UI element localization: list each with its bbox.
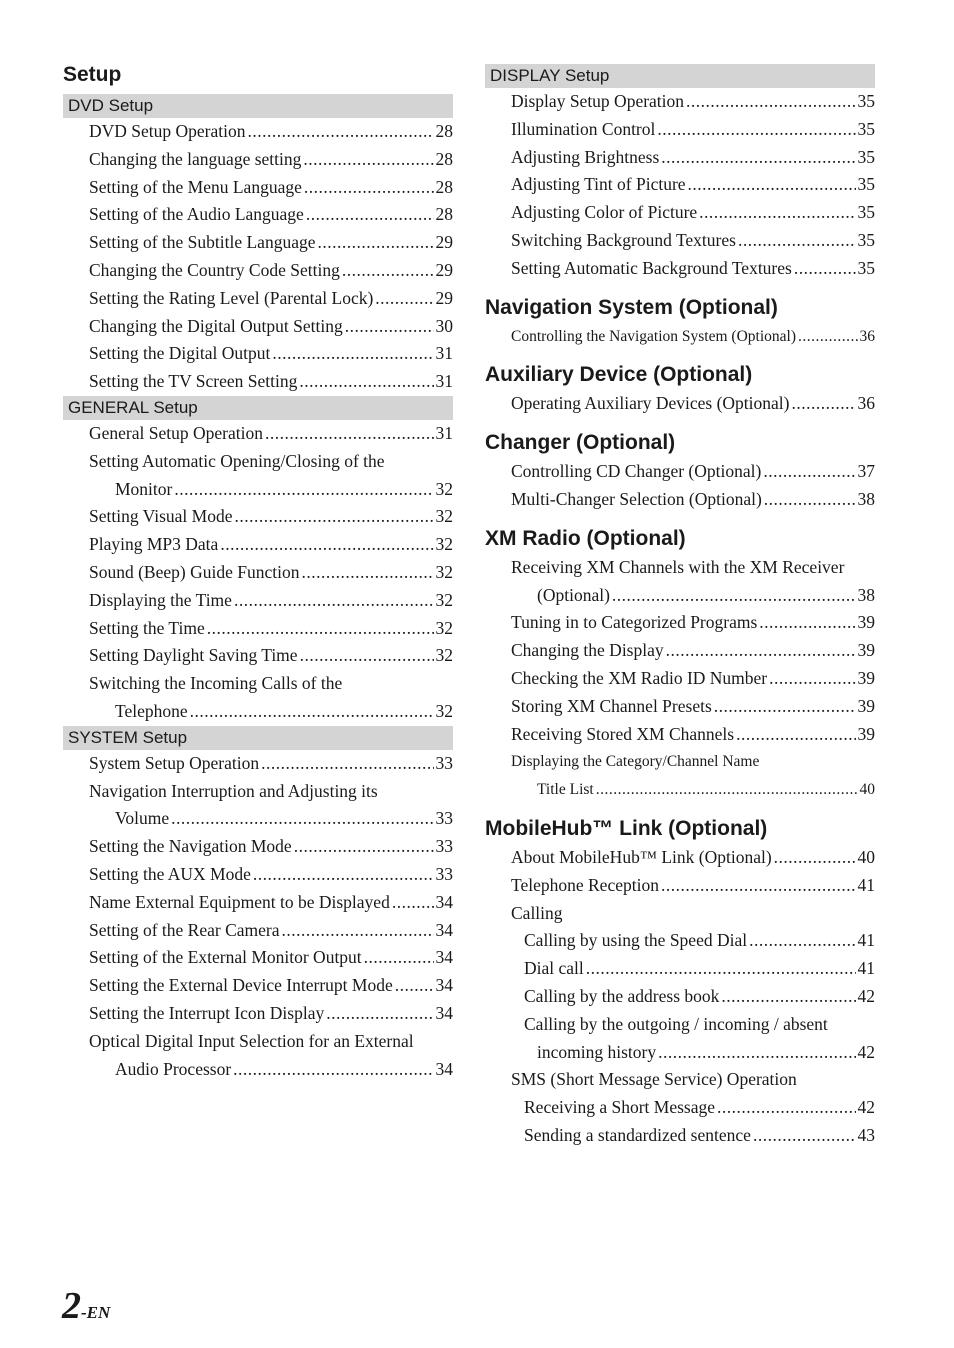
toc-entry-page: 35 <box>857 174 875 195</box>
dot-leader <box>345 313 434 341</box>
toc-entry-label: Title List <box>537 781 594 799</box>
section-navigation-system-optional <box>485 295 875 351</box>
toc-entry-page: 31 <box>435 422 453 443</box>
dot-leader <box>174 476 433 504</box>
toc-entry-page: 34 <box>435 1058 453 1079</box>
toc-entry-label: SMS (Short Message Service) Operation <box>511 1069 797 1090</box>
toc-entry-page: 29 <box>435 259 453 280</box>
toc-entry-page: 33 <box>435 836 453 857</box>
toc-entry[interactable] <box>485 1094 875 1122</box>
toc-entry-page: 40 <box>857 846 875 867</box>
toc-entry-label: Changing the Digital Output Setting <box>89 315 343 336</box>
dot-leader <box>248 118 434 146</box>
toc-entry-label: Setting of the Audio Language <box>89 204 304 225</box>
dot-leader <box>234 587 434 615</box>
dot-leader <box>688 171 856 199</box>
toc-entry-page: 30 <box>435 315 453 336</box>
toc-entry-label: Calling by the address book <box>524 985 720 1006</box>
toc-entry-label: Receiving XM Channels with the XM Receiver <box>511 556 845 577</box>
toc-entry-page: 42 <box>857 1041 875 1062</box>
toc-entry[interactable] <box>63 805 453 833</box>
optional-sections <box>485 295 875 1150</box>
toc-entry[interactable] <box>63 503 453 531</box>
dot-leader <box>596 776 858 804</box>
toc-entry[interactable] <box>63 972 453 1000</box>
toc-entry-label: Setting the Navigation Mode <box>89 836 292 857</box>
dot-leader <box>375 285 433 313</box>
toc-entry-page: 35 <box>857 91 875 111</box>
toc-entry-label: Setting of the Subtitle Language <box>89 232 316 253</box>
dot-leader <box>303 146 433 174</box>
toc-entry-label: Setting the TV Screen Setting <box>89 371 298 392</box>
toc-entry-label: Playing MP3 Data <box>89 534 219 555</box>
toc-entry-label: Setting Automatic Background Textures <box>511 257 792 278</box>
toc-entry-label: DVD Setup Operation <box>89 121 246 141</box>
toc-entry-page: 42 <box>857 1097 875 1118</box>
toc-entry-page: 32 <box>435 534 453 555</box>
dot-leader <box>207 615 434 643</box>
toc-entry-page: 33 <box>435 808 453 829</box>
toc-entry-label: Setting the AUX Mode <box>89 863 251 884</box>
toc-entry-label: Adjusting Tint of Picture <box>511 174 686 195</box>
toc-entry-page: 32 <box>435 645 453 666</box>
toc-entry-page: 42 <box>857 985 875 1006</box>
toc-entry-label: Adjusting Brightness <box>511 146 660 167</box>
toc-entry[interactable] <box>63 476 453 504</box>
toc-entry[interactable] <box>63 778 453 806</box>
toc-entry[interactable] <box>485 486 875 514</box>
dot-leader <box>272 340 433 368</box>
toc-entry[interactable] <box>63 285 453 313</box>
toc-entry-label: Operating Auxiliary Devices (Optional) <box>511 393 790 414</box>
toc-entry-page: 29 <box>435 287 453 308</box>
toc-entry-label: Receiving a Short Message <box>524 1097 715 1118</box>
toc-entry-label: Controlling CD Changer (Optional) <box>511 461 762 482</box>
dot-leader <box>661 144 855 172</box>
dot-leader <box>794 255 856 283</box>
toc-entry-label: Changing the Display <box>511 640 664 661</box>
toc-entry-label: Sound (Beep) Guide Function <box>89 561 300 582</box>
toc-entry[interactable] <box>485 458 875 486</box>
toc-entry[interactable] <box>63 944 453 972</box>
toc-entry[interactable] <box>63 1056 453 1084</box>
toc-entry-page: 38 <box>857 488 875 509</box>
toc-entry[interactable] <box>63 750 453 778</box>
toc-entry[interactable] <box>485 900 875 928</box>
toc-entry-label: Setting the Interrupt Icon Display <box>89 1002 325 1023</box>
subsection-header-dvd-setup: DVD Setup <box>63 94 453 118</box>
toc-entry-page: 28 <box>435 176 453 197</box>
toc-entry[interactable] <box>485 554 875 582</box>
toc-entry[interactable] <box>63 670 453 698</box>
toc-entry-page: 32 <box>435 561 453 582</box>
toc-entry[interactable] <box>485 171 875 199</box>
toc-entry-label: Calling <box>511 902 563 923</box>
toc-entry-page: 41 <box>857 958 875 979</box>
section-title: XM Radio (Optional) <box>485 526 686 550</box>
setup-group-dvd-setup <box>63 94 453 396</box>
toc-entry-page: 32 <box>435 617 453 638</box>
dot-leader <box>753 1122 856 1150</box>
toc-entry[interactable] <box>63 1000 453 1028</box>
dot-leader <box>749 927 855 955</box>
toc-entry-page: 43 <box>857 1124 875 1145</box>
toc-entry-page: 34 <box>435 891 453 912</box>
subsection-header-display-setup: DISPLAY Setup <box>485 64 875 88</box>
page-language-suffix: -EN <box>81 1303 111 1322</box>
toc-entry-page: 35 <box>857 202 875 223</box>
toc-entry[interactable] <box>485 144 875 172</box>
toc-entry[interactable] <box>63 146 453 174</box>
toc-entry-page: 34 <box>435 975 453 996</box>
toc-entry[interactable] <box>63 642 453 670</box>
toc-entry-page: 35 <box>857 146 875 167</box>
toc-entry-label: Illumination Control <box>511 118 656 139</box>
toc-entry-page: 35 <box>857 118 875 139</box>
page-number: 2 <box>62 1285 81 1327</box>
toc-entry[interactable] <box>485 199 875 227</box>
toc-entry-label: Setting of the Rear Camera <box>89 919 280 940</box>
toc-entry-page: 31 <box>435 343 453 364</box>
toc-entry-page: 35 <box>857 257 875 278</box>
dot-leader <box>395 972 434 1000</box>
dot-leader <box>699 199 855 227</box>
dot-leader <box>661 872 856 900</box>
toc-entry-label: Optical Digital Input Selection for an External <box>89 1030 414 1051</box>
toc-entry[interactable] <box>63 229 453 257</box>
subsection-header-general-setup: GENERAL Setup <box>63 396 453 420</box>
section-mobilehub-link-optional <box>485 816 875 1150</box>
toc-entry-label: System Setup Operation <box>89 752 260 773</box>
toc-entry[interactable] <box>485 1039 875 1067</box>
toc-entry-label: Setting the Time <box>89 617 205 638</box>
page-footer <box>62 1284 110 1328</box>
toc-entry-label: Audio Processor <box>115 1058 232 1079</box>
dot-leader <box>261 750 433 778</box>
toc-entry[interactable] <box>485 776 875 804</box>
toc-entry[interactable] <box>485 227 875 255</box>
dot-leader <box>301 559 433 587</box>
toc-entry-label: Telephone Reception <box>511 874 659 895</box>
dot-leader <box>666 637 856 665</box>
dot-leader <box>721 983 855 1011</box>
toc-entry-page: 32 <box>435 589 453 610</box>
toc-entry-page: 28 <box>435 148 453 169</box>
dot-leader <box>717 1094 856 1122</box>
dot-leader <box>220 531 433 559</box>
dot-leader <box>282 917 434 945</box>
toc-entry-label: Adjusting Color of Picture <box>511 202 698 223</box>
dot-leader <box>299 368 433 396</box>
dot-leader <box>738 227 856 255</box>
toc-entry-label: (Optional) <box>537 584 610 605</box>
toc-entry[interactable] <box>63 531 453 559</box>
toc-entry-page: 39 <box>857 612 875 633</box>
setup-groups <box>63 94 453 1083</box>
toc-entry-label: Tuning in to Categorized Programs <box>511 612 758 633</box>
section-title: Auxiliary Device (Optional) <box>485 363 753 387</box>
toc-entry-label: Calling by using the Speed Dial <box>524 930 748 951</box>
section-xm-radio-optional <box>485 526 875 804</box>
toc-entry-label: Setting Visual Mode <box>89 506 233 527</box>
toc-entry-label: Setting the Digital Output <box>89 343 271 364</box>
toc-entry[interactable] <box>485 255 875 283</box>
toc-entry[interactable] <box>485 637 875 665</box>
toc-entry[interactable] <box>63 615 453 643</box>
dot-leader <box>657 116 855 144</box>
toc-entry-page: 32 <box>435 506 453 527</box>
toc-entry[interactable] <box>485 872 875 900</box>
toc-entry-label: incoming history <box>537 1041 657 1062</box>
toc-entry-page: 34 <box>435 1002 453 1023</box>
toc-entry-page: 31 <box>435 371 453 392</box>
toc-entry-page: 28 <box>435 121 453 141</box>
dot-leader <box>342 257 434 285</box>
toc-entry[interactable] <box>485 582 875 610</box>
toc-entry[interactable] <box>63 174 453 202</box>
toc-entry-label: Switching the Incoming Calls of the <box>89 673 343 694</box>
dot-leader <box>306 201 434 229</box>
toc-entry-label: Setting Automatic Opening/Closing of the <box>89 450 385 471</box>
toc-entry[interactable] <box>485 1122 875 1150</box>
dot-leader <box>736 721 855 749</box>
toc-entry[interactable] <box>485 116 875 144</box>
toc-entry-label: Displaying the Category/Channel Name <box>511 753 760 771</box>
toc-entry-page: 41 <box>857 930 875 951</box>
right-column <box>485 64 875 1150</box>
toc-entry[interactable] <box>485 390 875 418</box>
dot-leader <box>253 861 434 889</box>
toc-entry-page: 32 <box>435 700 453 721</box>
left-column <box>63 62 453 1083</box>
dot-leader <box>171 805 433 833</box>
toc-entry-page: 41 <box>857 874 875 895</box>
dot-leader <box>190 698 434 726</box>
toc-entry-label: Monitor <box>115 478 173 499</box>
toc-entry[interactable] <box>485 665 875 693</box>
toc-entry-label: Setting the Rating Level (Parental Lock) <box>89 287 374 308</box>
display-setup-group <box>485 64 875 283</box>
dot-leader <box>304 174 434 202</box>
toc-entry[interactable] <box>63 587 453 615</box>
toc-entry[interactable] <box>63 861 453 889</box>
section-auxiliary-device-optional <box>485 362 875 418</box>
section-title: Changer (Optional) <box>485 431 676 455</box>
toc-entry-label: Sending a standardized sentence <box>524 1124 751 1145</box>
dot-leader <box>759 609 855 637</box>
toc-entry-page: 40 <box>859 781 875 799</box>
toc-entry-label: Name External Equipment to be Displayed <box>89 891 390 912</box>
dot-leader <box>364 944 434 972</box>
toc-entry[interactable] <box>63 1028 453 1056</box>
dot-leader <box>300 642 434 670</box>
toc-entry-page: 28 <box>435 204 453 225</box>
toc-entry-label: Checking the XM Radio ID Number <box>511 667 768 688</box>
dot-leader <box>798 323 858 351</box>
toc-entry-label: General Setup Operation <box>89 422 263 443</box>
dot-leader <box>392 889 434 917</box>
toc-entry[interactable] <box>485 955 875 983</box>
toc-entry-label: Dial call <box>524 958 584 979</box>
toc-entry[interactable] <box>63 420 453 448</box>
toc-entry[interactable] <box>63 313 453 341</box>
dot-leader <box>326 1000 433 1028</box>
display-setup-entries <box>485 88 875 283</box>
toc-entry[interactable] <box>485 1011 875 1039</box>
toc-entry-label: Setting of the External Monitor Output <box>89 947 362 968</box>
toc-entry[interactable] <box>485 693 875 721</box>
dot-leader <box>774 844 856 872</box>
setup-group-general-setup <box>63 396 453 726</box>
toc-entry[interactable] <box>485 323 875 351</box>
dot-leader <box>317 229 433 257</box>
toc-entry-label: Controlling the Navigation System (Optional) <box>511 327 796 345</box>
toc-entry-label: Display Setup Operation <box>511 91 685 111</box>
section-title: Navigation System (Optional) <box>485 295 778 319</box>
toc-entry-page: 34 <box>435 947 453 968</box>
dot-leader <box>294 833 434 861</box>
dot-leader <box>769 665 855 693</box>
dot-leader <box>265 420 434 448</box>
dot-leader <box>233 1056 433 1084</box>
section-title: MobileHub™ Link (Optional) <box>485 816 768 840</box>
toc-entry[interactable] <box>485 983 875 1011</box>
toc-entry-label: Switching Background Textures <box>511 229 736 250</box>
toc-entry-page: 39 <box>857 723 875 744</box>
toc-entry[interactable] <box>485 609 875 637</box>
toc-entry[interactable] <box>63 698 453 726</box>
toc-entry-page: 33 <box>435 752 453 773</box>
toc-entry-page: 34 <box>435 919 453 940</box>
toc-entry[interactable] <box>485 1066 875 1094</box>
dot-leader <box>235 503 434 531</box>
toc-entry-page: 39 <box>857 667 875 688</box>
toc-entry-page: 32 <box>435 478 453 499</box>
toc-entry[interactable] <box>63 201 453 229</box>
toc-entry[interactable] <box>63 889 453 917</box>
toc-entry-page: 36 <box>857 393 875 414</box>
toc-entry-page: 36 <box>859 327 875 345</box>
toc-entry-label: Storing XM Channel Presets <box>511 695 712 716</box>
toc-entry-page: 35 <box>857 229 875 250</box>
toc-entry[interactable] <box>63 833 453 861</box>
toc-entry-label: Calling by the outgoing / incoming / absent <box>524 1013 828 1034</box>
toc-entry-page: 39 <box>857 695 875 716</box>
toc-entry[interactable] <box>485 927 875 955</box>
toc-entry[interactable] <box>63 118 453 146</box>
toc-entry-label: Changing the language setting <box>89 148 302 169</box>
toc-entry[interactable] <box>63 917 453 945</box>
dot-leader <box>763 458 855 486</box>
dot-leader <box>586 955 856 983</box>
dot-leader <box>686 88 855 116</box>
toc-entry[interactable] <box>63 257 453 285</box>
section-title-setup: Setup <box>63 63 122 86</box>
toc-entry-page: 33 <box>435 863 453 884</box>
toc-entry[interactable] <box>485 88 875 116</box>
toc-entry-label: Multi-Changer Selection (Optional) <box>511 488 762 509</box>
dot-leader <box>612 582 856 610</box>
toc-entry-label: Setting the External Device Interrupt Mode <box>89 975 393 996</box>
toc-entry[interactable] <box>485 748 875 776</box>
toc-entry-label: Volume <box>115 808 170 829</box>
toc-entry-page: 38 <box>857 584 875 605</box>
toc-entry-label: Navigation Interruption and Adjusting its <box>89 780 378 801</box>
toc-entry-label: Displaying the Time <box>89 589 232 610</box>
dot-leader <box>764 486 856 514</box>
toc-entry-page: 39 <box>857 640 875 661</box>
section-changer-optional <box>485 430 875 514</box>
toc-entry[interactable] <box>485 844 875 872</box>
toc-entry-label: Receiving Stored XM Channels <box>511 723 735 744</box>
setup-group-system-setup <box>63 726 453 1084</box>
toc-entry[interactable] <box>63 340 453 368</box>
toc-entry[interactable] <box>63 559 453 587</box>
toc-entry-label: Setting Daylight Saving Time <box>89 645 298 666</box>
toc-entry-page: 37 <box>857 461 875 482</box>
dot-leader <box>714 693 856 721</box>
subsection-header-system-setup: SYSTEM Setup <box>63 726 453 750</box>
toc-entry-label: Changing the Country Code Setting <box>89 259 340 280</box>
toc-entry-label: Telephone <box>115 700 188 721</box>
toc-entry[interactable] <box>485 721 875 749</box>
toc-entry[interactable] <box>63 368 453 396</box>
dot-leader <box>791 390 855 418</box>
toc-entry-label: About MobileHub™ Link (Optional) <box>511 846 772 867</box>
toc-entry[interactable] <box>63 448 453 476</box>
toc-entry-page: 29 <box>435 232 453 253</box>
dot-leader <box>658 1039 855 1067</box>
toc-entry-label: Setting of the Menu Language <box>89 176 302 197</box>
